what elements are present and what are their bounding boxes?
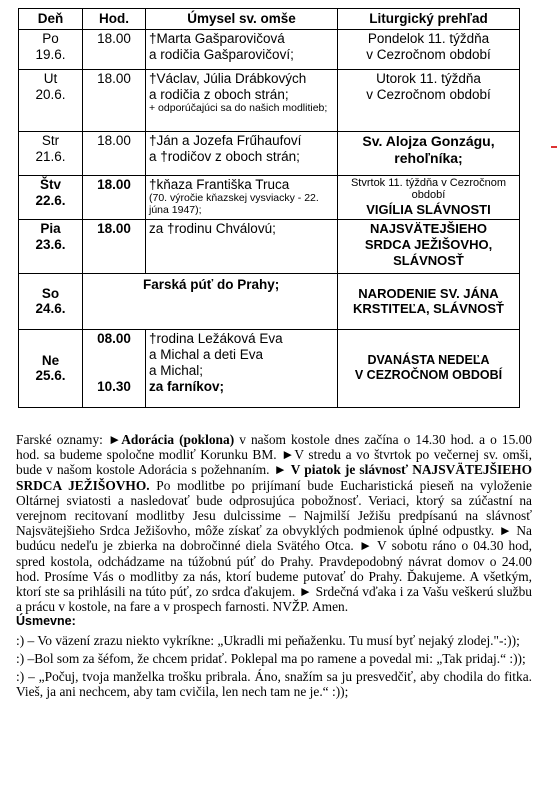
day-name: Ut — [43, 70, 58, 86]
time-cell — [83, 329, 146, 407]
day-cell — [19, 273, 83, 329]
margin-mark — [551, 146, 557, 148]
intent-line: a Michal; — [149, 362, 204, 378]
day-date: 20.6. — [35, 86, 66, 102]
header-liturgy: Liturgický prehľad — [338, 9, 520, 30]
day-name: Štv — [39, 176, 61, 192]
intent-line: a Michal a deti Eva — [149, 346, 264, 362]
liturgy-cell — [338, 69, 520, 131]
header-day: Deň — [19, 9, 83, 30]
header-time: Hod. — [83, 9, 146, 30]
liturgy-line: SRDCA JEŽIŠOVHO, — [364, 236, 493, 252]
day-date: 19.6. — [35, 46, 66, 62]
liturgy-cell — [338, 175, 520, 219]
joke-2: :) –Bol som za šéfom, že chcem pridať. Poklepal ma po ramene a povedal mi: „Tak pridaj.“ :)); — [16, 650, 526, 666]
announcements-text: Farské oznamy: ►Adorácia (poklona) v našom kostole dnes začína o 14.30 hod. a o 15.00 hod. sa budeme spoločne modliť Korunku BM. ►V stredu a vo štvrtok po večernej sv. omši, bude v našom kostole Adorácia s požehnaním. ► V piatok je slávnosť NAJSVÄTEJŠIEHO SRDCA JEŽIŠOVHO. Po modlitbe po prijímaní bude Eucharistická pieseň na vyloženie Oltárnej sviatosti a nasledovať bude odprosujúca pobožnosť. Veriaci, ktorý sa zúčastní na verejnom recitovaní modlitby Jesu dulcissime – Najmilší Ježišu predpísanú na slávnosť Najsvätejšieho Srdca Ježišovho, môže získať za obvyklých podmienok úplné odpustky. ► Na budúcu nedeľu je zbierka na dobročinné diela Svätého Otca. ► V sobotu ráno o 04.30 hod, spred kostola, odchádzame na túžobnú púť do Prahy. Pravdepodobný návrat domov o 24.00 hod. Prosíme Vás o modlitby za nás, ktorí budeme putovať do Prahy. Ďakujeme. A všetkým, ktorí ste sa prihlásili na túto púť, zo srdca ďakujem. ► Srdečná vďaka i za Vašu veškerú službu a prácu v kostole, na fare a v prospech farnosti. NVŽP. Amen. — [16, 432, 533, 615]
intent-cell — [146, 219, 338, 273]
intent-cell — [146, 329, 338, 407]
table-row — [19, 69, 520, 131]
time-cell: 18.00 — [83, 29, 146, 69]
humor-title: Úsmevne: — [16, 614, 76, 629]
intent-cell — [146, 29, 338, 69]
day-name: Ne — [41, 352, 60, 368]
liturgy-line: Pondelok 11. týždňa — [367, 30, 490, 46]
day-name: So — [41, 285, 60, 301]
intent-cell — [146, 175, 338, 219]
time-cell: 18.00 — [83, 69, 146, 131]
intent-line: a rodičia z oboch strán; — [149, 86, 289, 102]
intent-line: †kňaza Františka Truca — [149, 176, 290, 192]
day-cell — [19, 29, 83, 69]
liturgy-line: v Cezročnom období — [366, 86, 491, 102]
liturgy-line: V CEZROČNOM OBDOBÍ — [354, 368, 503, 383]
day-name: Str — [41, 132, 60, 148]
liturgy-line: NARODENIE SV. JÁNA — [358, 285, 499, 301]
time-first: 08.00 — [97, 330, 131, 346]
joke-1: :) – Vo väzení zrazu niekto vykríkne: „Ukradli mi peňaženku. Tu musí byť nejaký zlodej."-:)); — [16, 632, 520, 648]
liturgy-cell — [338, 29, 520, 69]
intent-line: †Václav, Júlia Drábkových — [149, 70, 307, 86]
liturgy-cell — [338, 219, 520, 273]
liturgy-line: KRSTITEĽA, SLÁVNOSŤ — [353, 301, 504, 317]
pilgrimage-text: Farská púť do Prahy; — [143, 276, 280, 292]
table-row — [19, 273, 520, 329]
intent-line: †Marta Gašparovičová — [149, 30, 285, 46]
announcements-section — [16, 432, 532, 699]
liturgy-line: v Cezročnom období — [366, 46, 491, 62]
day-cell — [19, 69, 83, 131]
time-cell: 18.00 — [83, 175, 146, 219]
time-cell: 18.00 — [83, 131, 146, 175]
liturgy-line: SLÁVNOSŤ — [393, 252, 464, 268]
day-cell — [19, 329, 83, 407]
day-cell — [19, 219, 83, 273]
header-intent: Úmysel sv. omše — [146, 9, 338, 30]
table-row — [19, 29, 520, 69]
day-date: 24.6. — [35, 301, 66, 317]
time-second: 10.30 — [97, 378, 131, 394]
table-row — [19, 131, 520, 175]
intent-cell — [146, 131, 338, 175]
mass-schedule-table — [18, 8, 520, 408]
intent-note: + odporúčajúci sa do našich modlitieb; — [149, 101, 328, 114]
liturgy-line: Utorok 11. týždňa — [376, 70, 481, 86]
liturgy-line: Stvrtok 11. týždňa v Cezročnom období — [350, 176, 507, 202]
intent-line: za farníkov; — [149, 378, 225, 394]
day-cell — [19, 175, 83, 219]
intent-line: †rodina Ležáková Eva — [149, 330, 283, 346]
liturgy-vigil: VIGÍLIA SLÁVNOSTI — [366, 201, 491, 217]
intent-line: a †rodičov z oboch strán; — [149, 148, 300, 164]
liturgy-line: rehoľníka; — [394, 150, 463, 167]
table-header-row — [19, 9, 520, 30]
liturgy-line: DVANÁSTA NEDEĽA — [367, 353, 490, 368]
pilgrimage-cell — [83, 273, 338, 329]
intent-line: a rodičia Gašparovičoví; — [149, 46, 294, 62]
liturgy-cell — [338, 273, 520, 329]
joke-3: :) – „Počuj, tvoja manželka trošku pribrala. Áno, snažím sa ju presvedčiť, aby chodila do fitka. Vieš, ja ani nechcem, aby tam cvičila, len nech tam ne je.“ :)); — [16, 669, 532, 700]
table-row — [19, 329, 520, 407]
liturgy-cell — [338, 329, 520, 407]
table-row — [19, 219, 520, 273]
liturgy-line: NAJSVÄTEJŠIEHO — [369, 220, 488, 236]
time-cell: 18.00 — [83, 219, 146, 273]
day-date: 22.6. — [35, 192, 66, 208]
intent-cell — [146, 69, 338, 131]
liturgy-cell — [338, 131, 520, 175]
day-name: Pia — [40, 220, 61, 236]
day-name: Po — [42, 30, 59, 46]
intent-note: (70. výročie kňazskej vysviacky - 22. júna 1947); — [149, 191, 319, 216]
day-cell — [19, 131, 83, 175]
table-row — [19, 175, 520, 219]
day-date: 21.6. — [35, 148, 66, 164]
liturgy-line: Sv. Alojza Gonzágu, — [362, 132, 495, 149]
day-date: 23.6. — [35, 236, 66, 252]
day-date: 25.6. — [35, 368, 66, 384]
intent-line: za †rodinu Chválovú; — [149, 220, 276, 236]
intent-line: †Ján a Jozefa Frűhaufoví — [149, 132, 302, 148]
